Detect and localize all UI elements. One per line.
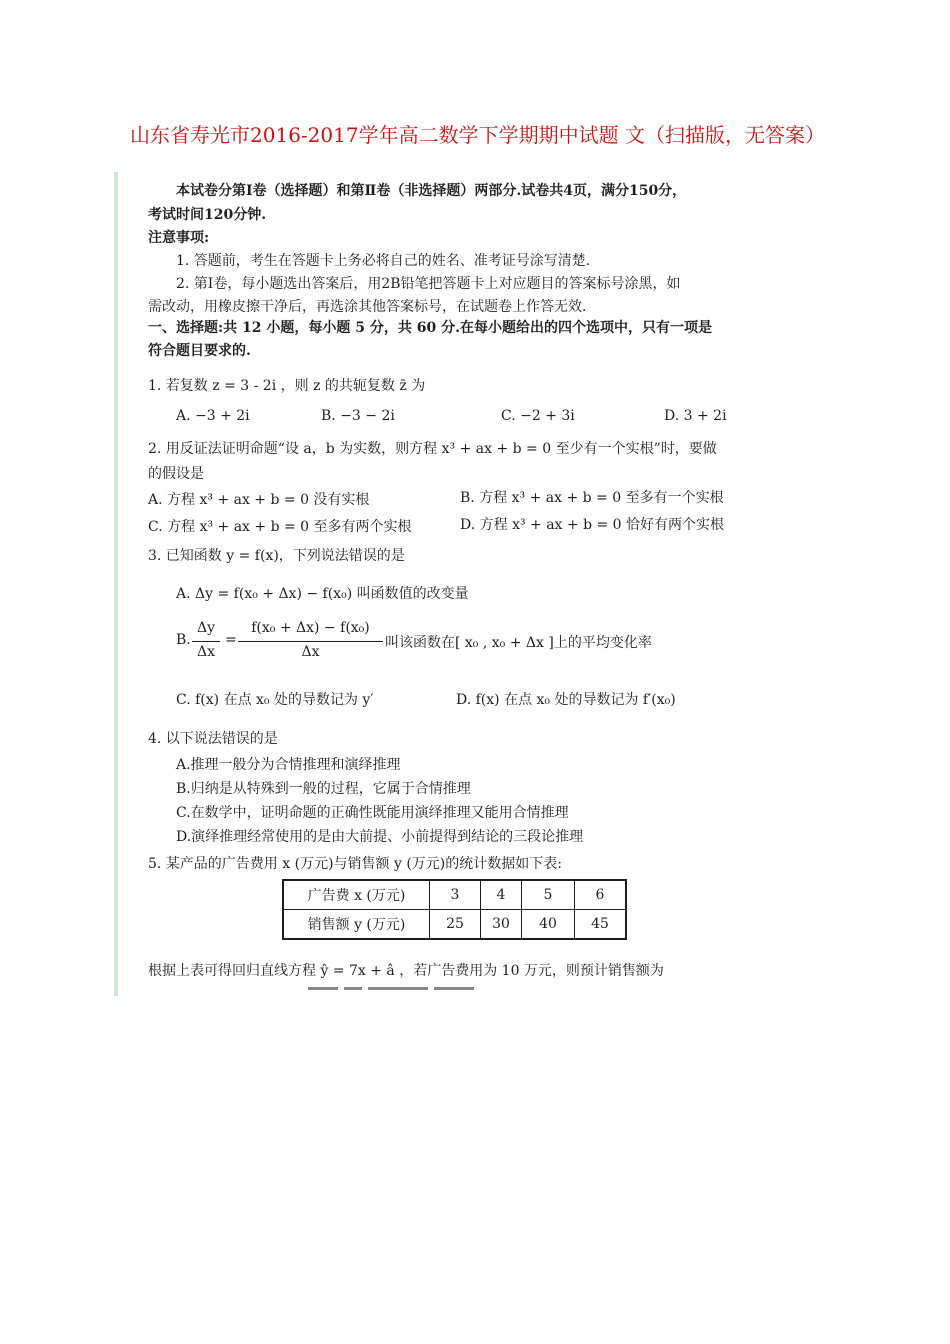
q2-stem-1: 2. 用反证法证明命题“设 a，b 为实数，则方程 x³ + ax + b = 0 至少有一个实根”时，要做 (148, 441, 717, 457)
table-row (283, 880, 626, 910)
fraction-dy-numerator: Δy (196, 620, 216, 636)
q3-option-c: C. f(x) 在点 x₀ 处的导数记为 y′ (176, 692, 374, 708)
intro-line-1: 本试卷分第Ⅰ卷（选择题）和第Ⅱ卷（非选择题）两部分.试卷共4页，满分150分， (176, 183, 687, 199)
q1-option-b: B. −3 − 2i (321, 408, 395, 424)
q4-option-c: C.在数学中，证明命题的正确性既能用演绎推理又能用合情推理 (176, 805, 569, 821)
section1-line-1: 一、选择题:共 12 小题，每小题 5 分，共 60 分.在每小题给出的四个选项中，只有一项是 (148, 320, 712, 336)
q4-option-a: A.推理一般分为合情推理和演绎推理 (176, 757, 401, 773)
q2-option-c: C. 方程 x³ + ax + b = 0 至多有两个实根 (148, 519, 412, 535)
notes-item-2a: 2. 第Ⅰ卷，每小题选出答案后，用2B铅笔把答题卡上对应题目的答案标号涂黑，如 (176, 276, 681, 292)
cut-off-text-fragment (308, 987, 558, 997)
notes-item-2b: 需改动，用橡皮擦干净后，再选涂其他答案标号，在试题卷上作答无效. (148, 299, 587, 315)
q5-stem: 5. 某产品的广告费用 x (万元)与销售额 y (万元)的统计数据如下表: (148, 856, 562, 872)
table-cell: 销售额 y (万元) (283, 910, 430, 940)
q1-stem: 1. 若复数 z = 3 - 2i ，则 z 的共轭复数 z̄ 为 (148, 378, 426, 394)
fraction-bar (238, 641, 383, 642)
q3-option-b-suffix: 叫该函数在[ x₀ , x₀ + Δx ]上的平均变化率 (385, 635, 652, 651)
table-cell: 40 (522, 910, 575, 940)
table-row (283, 910, 626, 940)
q4-option-d: D.演绎推理经常使用的是由大前提、小前提得到结论的三段论推理 (176, 829, 584, 845)
q2-option-d: D. 方程 x³ + ax + b = 0 恰好有两个实根 (460, 517, 725, 533)
q3-option-d: D. f(x) 在点 x₀ 处的导数记为 f′(x₀) (456, 692, 676, 708)
scanned-exam-page (114, 172, 778, 996)
document-title: 山东省寿光市2016-2017学年高二数学下学期期中试题 文（扫描版，无答案） (130, 123, 825, 147)
table-cell: 4 (481, 880, 522, 910)
table-cell: 3 (430, 880, 481, 910)
table-cell: 25 (430, 910, 481, 940)
q1-option-c: C. −2 + 3i (501, 408, 575, 424)
q5-followup: 根据上表可得回归直线方程 ŷ = 7x + â ，若广告费用为 10 万元，则预计销售额为 (148, 963, 664, 979)
table-cell: 5 (522, 880, 575, 910)
q1-option-a: A. −3 + 2i (176, 408, 250, 424)
q2-option-a: A. 方程 x³ + ax + b = 0 没有实根 (148, 492, 370, 508)
q3-option-a: A. Δy = f(x₀ + Δx) − f(x₀) 叫函数值的改变量 (176, 586, 469, 602)
table-cell: 30 (481, 910, 522, 940)
advertising-sales-table (282, 879, 627, 940)
table-cell: 45 (575, 910, 627, 940)
intro-line-2: 考试时间120分钟. (148, 207, 267, 223)
table-cell: 广告费 x (万元) (283, 880, 430, 910)
notes-heading: 注意事项: (148, 230, 210, 246)
q3-option-b-prefix: B. (176, 632, 191, 648)
q2-stem-2: 的假设是 (148, 466, 204, 482)
q4-stem: 4. 以下说法错误的是 (148, 731, 278, 747)
notes-item-1: 1. 答题前，考生在答题卡上务必将自己的姓名、准考证号涂写清楚. (176, 253, 591, 269)
q3-stem: 3. 已知函数 y = f(x)，下列说法错误的是 (148, 548, 405, 564)
q2-option-b: B. 方程 x³ + ax + b = 0 至多有一个实根 (460, 490, 724, 506)
fraction-difference-numerator: f(x₀ + Δx) − f(x₀) (251, 620, 370, 636)
equals-sign: = (225, 632, 237, 648)
fraction-dx-denominator: Δx (196, 644, 215, 660)
fraction-difference-denominator: Δx (301, 644, 320, 660)
table-cell: 6 (575, 880, 627, 910)
q4-option-b: B.归纳是从特殊到一般的过程，它属于合情推理 (176, 781, 471, 797)
section1-line-2: 符合题目要求的. (148, 343, 251, 359)
fraction-bar (192, 641, 220, 642)
q1-option-d: D. 3 + 2i (664, 408, 727, 424)
